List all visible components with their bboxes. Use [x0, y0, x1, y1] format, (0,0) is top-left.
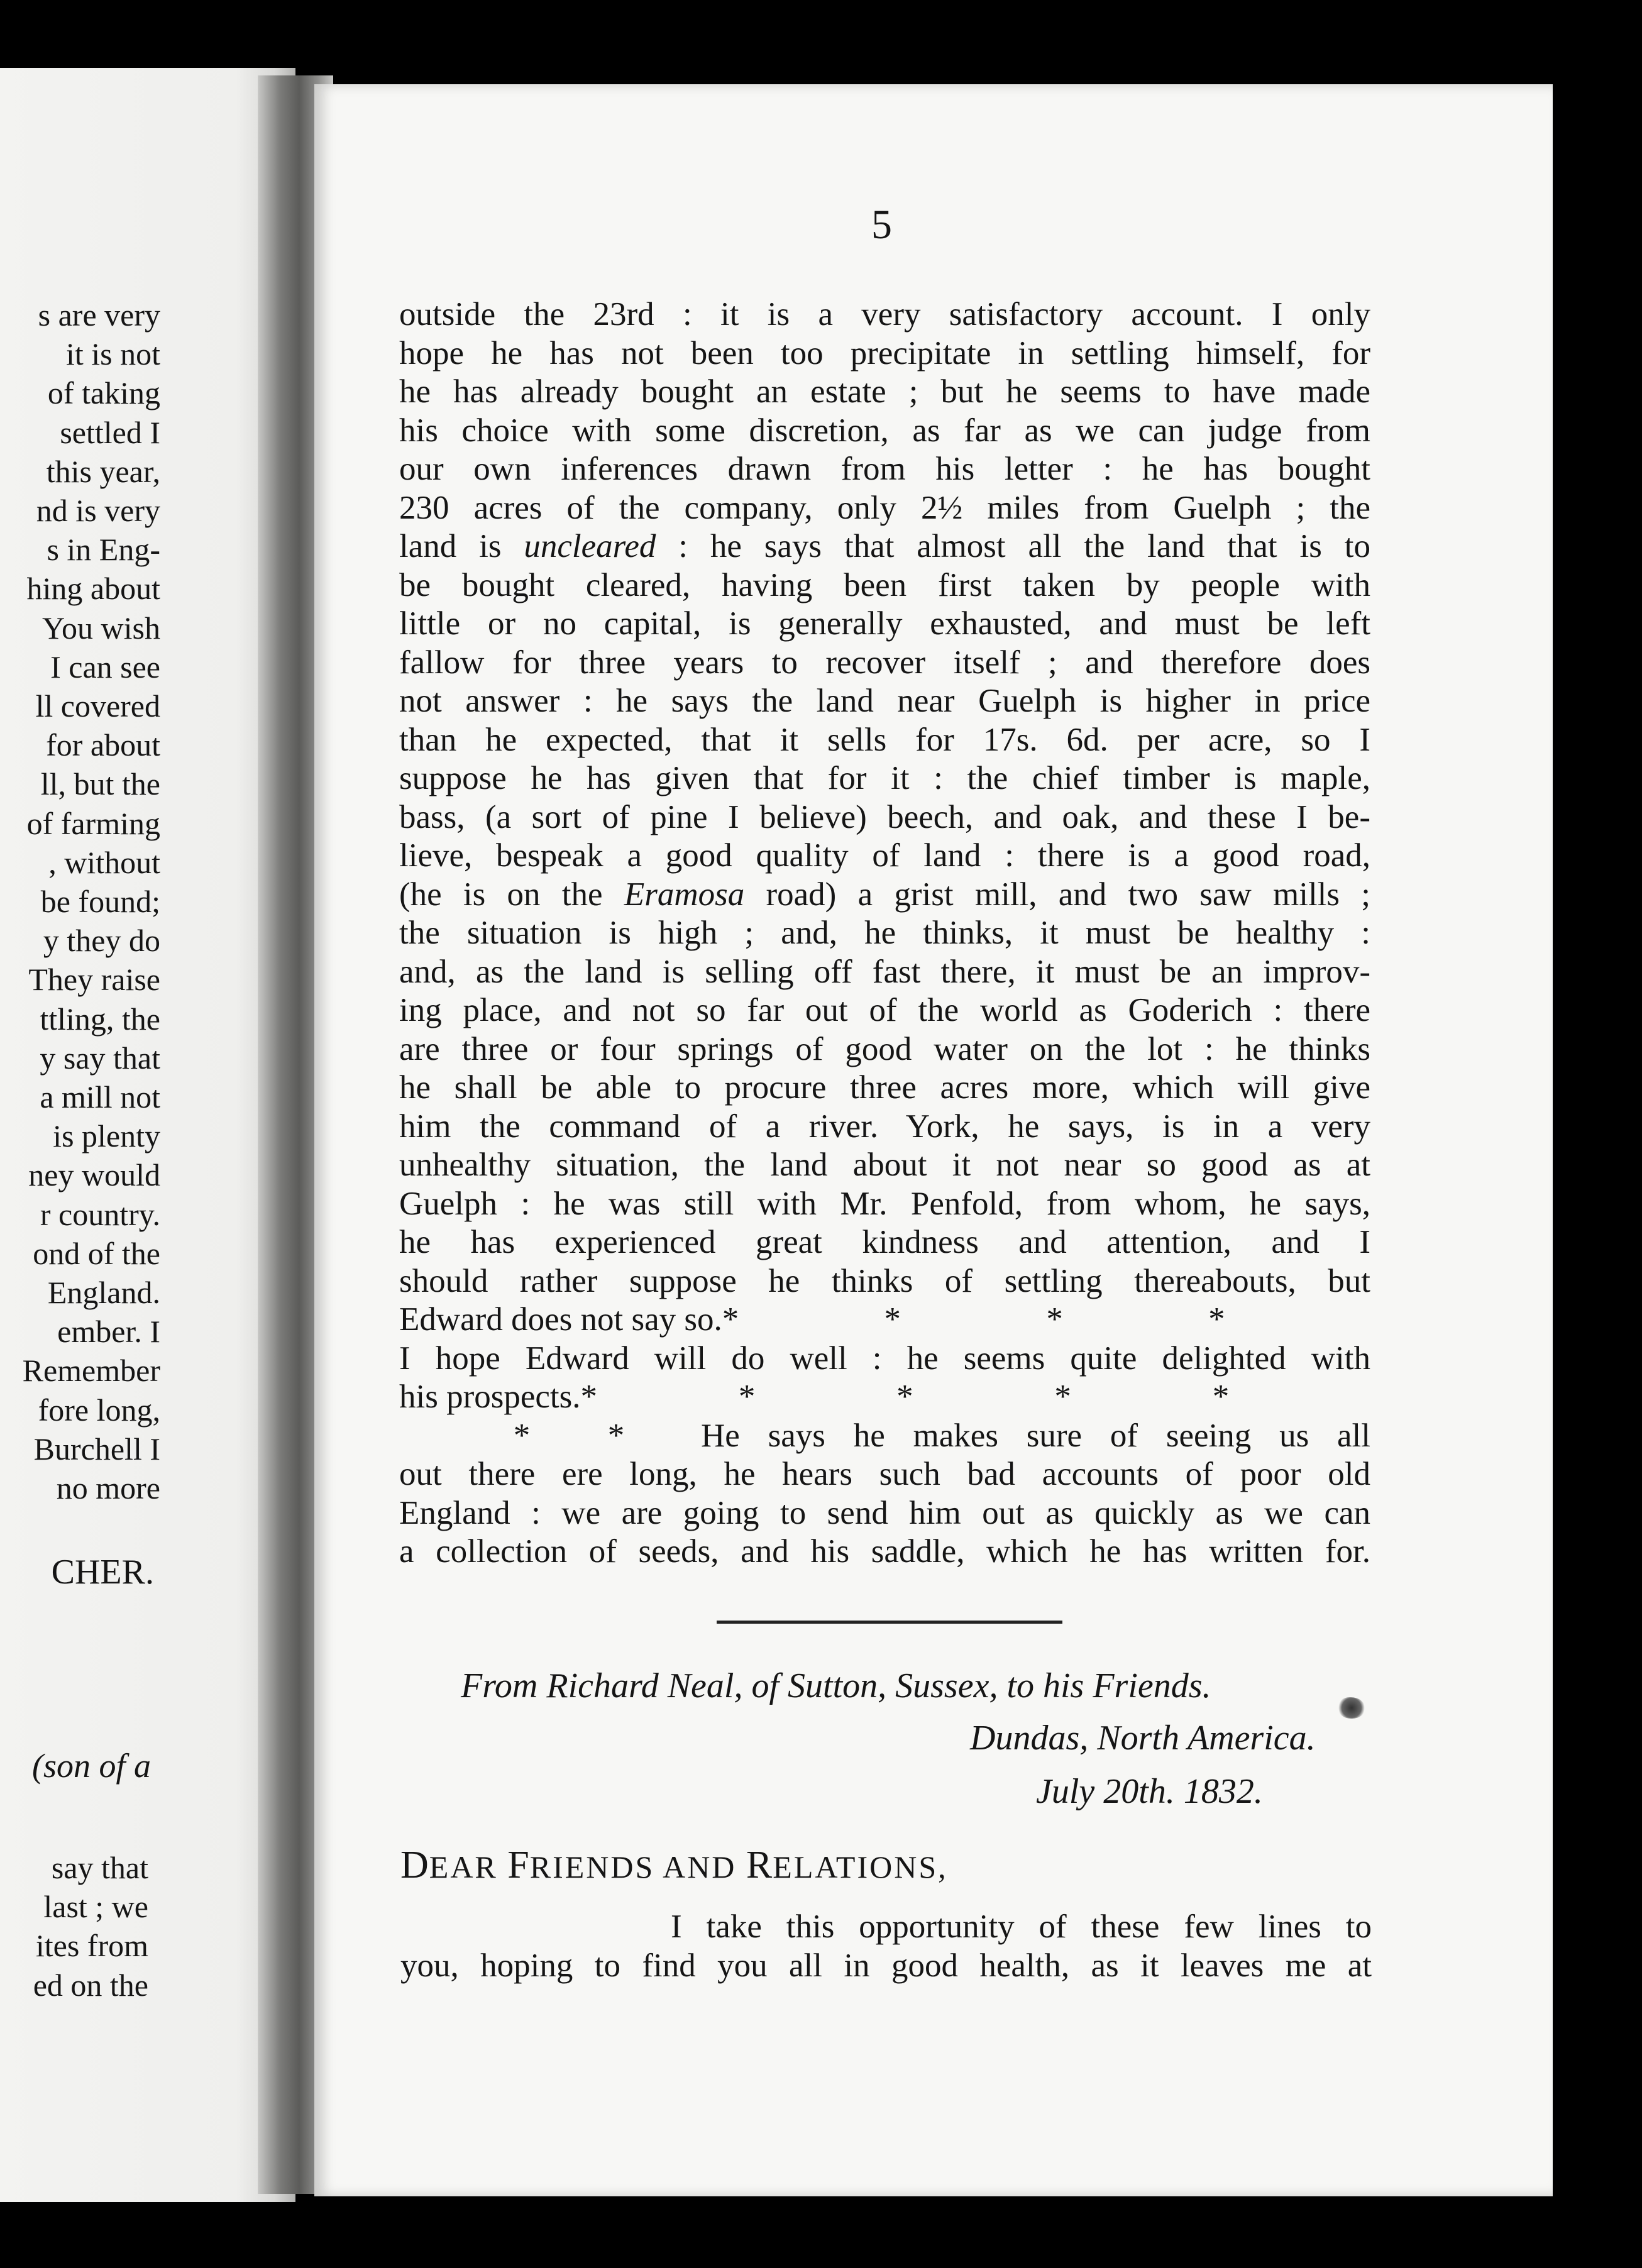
body-line: I hope Edward will do well : he seems quite delighted with: [399, 1340, 1370, 1377]
body-line: he has experienced great kindness and attention, and I: [399, 1224, 1370, 1260]
body-line: the situation is high ; and, he thinks, it must be healthy :: [399, 915, 1370, 951]
letter-heading: From Richard Neal, of Sutton, Sussex, to his Friends.: [461, 1666, 1211, 1705]
body-line: hope he has not been too precipitate in settling himself, for: [399, 334, 1370, 372]
left-page-signature: CHER.: [51, 1553, 154, 1592]
asterisk: *: [607, 1417, 625, 1454]
body-line: should rather suppose he thinks of settling thereabouts, but: [399, 1262, 1370, 1299]
asterisk: *: [580, 1379, 598, 1415]
left-page-line: Burchell I: [33, 1431, 160, 1467]
body-line: out there ere long, he hears such bad accounts of poor old: [399, 1456, 1370, 1492]
asterisk: *: [513, 1417, 531, 1454]
left-page-subheading: (son of a: [32, 1747, 151, 1785]
body-line: a collection of seeds, and his saddle, which he has written for.: [399, 1533, 1370, 1570]
letter-body: [400, 1908, 1372, 1985]
left-page-line: fore long,: [38, 1392, 160, 1428]
left-page-line: r country.: [40, 1196, 160, 1232]
body-line: little or no capital, is generally exhausted, and must be left: [399, 605, 1370, 642]
star-line-text: his prospects.: [399, 1379, 581, 1415]
left-page-line: I can see: [50, 649, 160, 685]
asterisk: *: [896, 1379, 913, 1415]
left-page-line: , without: [48, 844, 160, 880]
left-page-line: Remember: [22, 1353, 160, 1389]
left-page-line: You wish: [41, 610, 160, 646]
left-page-line: be found;: [40, 884, 160, 919]
left-page-line: last ; we: [43, 1889, 148, 1925]
body-line: ing place, and not so far out of the world as Goderich : there: [399, 992, 1370, 1028]
asterisk: *: [738, 1379, 756, 1415]
left-page-line: settled I: [60, 414, 160, 450]
left-page-line: nd is very: [36, 493, 160, 528]
left-page-line: this year,: [46, 453, 160, 489]
body-line: than he expected, that it sells for 17s. 6d. per acre, so I: [399, 721, 1370, 758]
body-line: are three or four springs of good water on the lot : he thinks: [399, 1030, 1370, 1067]
left-page-line: ney would: [28, 1157, 160, 1193]
letter-place: Dundas, North America.: [970, 1719, 1316, 1758]
body-line: our own inferences drawn from his letter : he has bought: [399, 451, 1370, 487]
star-line-1: [399, 1301, 1370, 1340]
left-page-line: it is not: [65, 336, 160, 372]
body-line: and, as the land is selling off fast there, it must be an improv-: [399, 953, 1370, 990]
left-page-line: for about: [46, 727, 160, 763]
star-line-text: He says he makes sure of seeing us all: [701, 1417, 1370, 1454]
body-line: be bought cleared, having been first taken by people with: [399, 566, 1370, 603]
body-line: lieve, bespeak a good quality of land : there is a good road,: [399, 837, 1370, 874]
body-line: he has already bought an estate ; but he seems to have made: [399, 373, 1370, 410]
body-line: 230 acres of the company, only 2½ miles from Guelph ; the: [399, 489, 1370, 526]
left-page-line: of taking: [47, 375, 160, 411]
body-line: outside the 23rd : it is a very satisfactory account. I only: [399, 296, 1370, 333]
left-page-line: ember. I: [57, 1314, 160, 1350]
left-page-line: y say that: [40, 1040, 160, 1076]
star-line-2: [399, 1378, 1370, 1417]
page-number: 5: [871, 202, 892, 248]
left-page-line: s are very: [38, 297, 160, 333]
left-page-line: ond of the: [33, 1235, 160, 1271]
left-page-line: ites from: [35, 1928, 148, 1964]
body-line: England : we are going to send him out as quickly as we can: [399, 1494, 1370, 1531]
asterisk: *: [884, 1301, 901, 1338]
left-page-line: ttling, the: [40, 1001, 160, 1037]
section-divider: [717, 1621, 1062, 1624]
left-page-line: y they do: [43, 923, 160, 959]
letter-date: July 20th. 1832.: [1036, 1772, 1263, 1811]
body-line: Guelph : he was still with Mr. Penfold, from whom, he says,: [399, 1185, 1370, 1222]
body-line: he shall be able to procure three acres more, which will give: [399, 1069, 1370, 1106]
asterisk: *: [1212, 1379, 1230, 1415]
body-line: (he is on the Eramosa road) a grist mill, and two saw mills ;: [399, 876, 1371, 913]
left-page-line: s in Eng-: [47, 532, 160, 568]
body-line: suppose he has given that for it : the chief timber is maple,: [399, 760, 1370, 796]
body-line: his choice with some discretion, as far as we can judge from: [399, 412, 1370, 449]
left-page-line: They raise: [28, 962, 160, 998]
asterisk: *: [1054, 1379, 1071, 1415]
left-page-line: is plenty: [53, 1118, 160, 1154]
left-page-line: ll, but the: [40, 766, 160, 802]
letter-line: you, hoping to find you all in good health, as it leaves me at: [400, 1947, 1372, 1984]
ink-blot: [1338, 1697, 1365, 1719]
body-line: bass, (a sort of pine I believe) beech, and oak, and these I be-: [399, 798, 1370, 835]
salutation: DEAR FRIENDS AND RELATIONS,: [400, 1844, 948, 1886]
left-page-line: no more: [56, 1470, 160, 1506]
asterisk: *: [722, 1301, 739, 1338]
left-page-line: ll covered: [35, 688, 160, 724]
left-page-line: ed on the: [33, 1967, 148, 2003]
star-line-3: [399, 1417, 1370, 1456]
body-line: fallow for three years to recover itself ; and therefore does: [399, 644, 1370, 681]
left-page-line: a mill not: [40, 1079, 160, 1115]
left-page-line: England.: [47, 1275, 160, 1310]
left-page-line: say that: [51, 1850, 148, 1885]
body-line: him the command of a river. York, he says, is in a very: [399, 1108, 1370, 1145]
body-line: not answer : he says the land near Guelph is higher in price: [399, 683, 1370, 719]
asterisk: *: [1208, 1301, 1225, 1338]
asterisk: *: [1046, 1301, 1063, 1338]
main-text-block: [399, 295, 1370, 1572]
body-line: land is uncleared : he says that almost all the land that is to: [399, 528, 1370, 564]
letter-line: I take this opportunity of these few lines to: [671, 1908, 1372, 1945]
body-line: unhealthy situation, the land about it not near so good as at: [399, 1147, 1370, 1183]
left-page-line: hing about: [26, 571, 160, 607]
star-line-text: Edward does not say so.: [399, 1301, 722, 1338]
left-page-line: of farming: [26, 805, 160, 841]
